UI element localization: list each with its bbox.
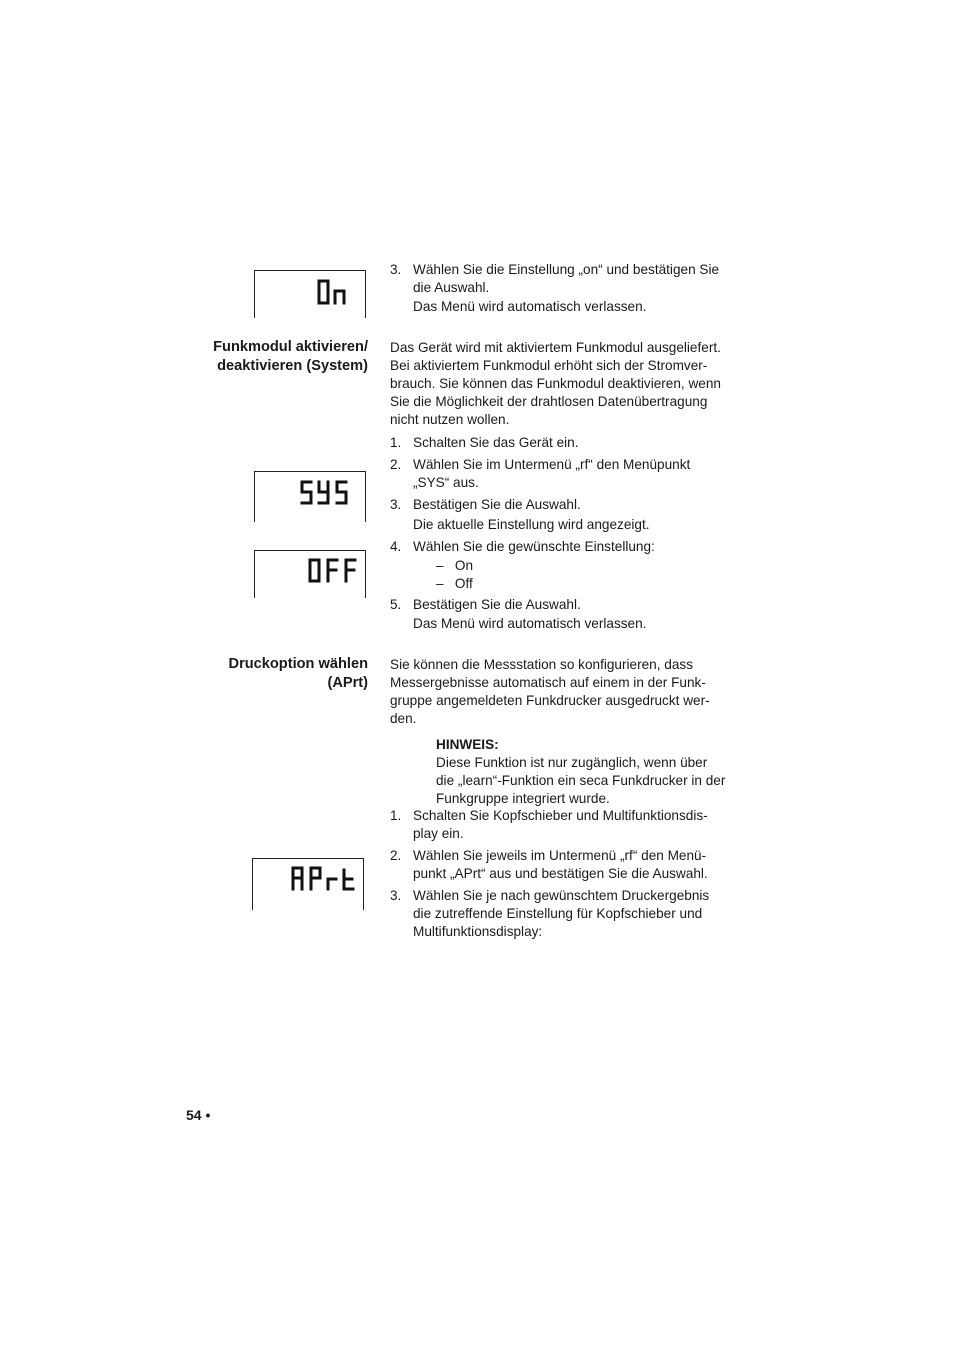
note-line: Funkgruppe integriert wurde. xyxy=(436,791,610,806)
lcd-segments-on xyxy=(305,271,365,317)
step-line: Das Menü wird automatisch verlassen. xyxy=(413,299,647,314)
para-line: Bei aktiviertem Funkmodul erhöht sich der Stromver- xyxy=(390,358,708,373)
step-line: punkt „APrt“ aus und bestätigen Sie die Auswahl. xyxy=(413,866,708,881)
step-line: Wählen Sie die gewünschte Einstellung: xyxy=(413,539,655,554)
option-label: Off xyxy=(454,576,473,591)
lcd-display-off xyxy=(254,550,366,598)
step-line: Das Menü wird automatisch verlassen. xyxy=(413,616,647,631)
para-line: Sie können die Messstation so konfigurieren, dass xyxy=(390,657,694,672)
heading-line: (APrt) xyxy=(327,675,368,691)
para-line: brauch. Sie können das Funkmodul deaktivieren, wenn xyxy=(390,376,721,391)
step-line: Die aktuelle Einstellung wird angezeigt. xyxy=(413,517,650,532)
section-heading-druckoption xyxy=(148,655,368,693)
step-line: Schalten Sie Kopfschieber und Multifunktionsdis- xyxy=(413,808,708,823)
step-number: 4. xyxy=(390,539,402,554)
para-line: nicht nutzen wollen. xyxy=(390,412,510,427)
step-line: play ein. xyxy=(413,826,464,841)
note-title: HINWEIS: xyxy=(436,737,499,752)
step-line: Wählen Sie im Untermenü „rf“ den Menüpunkt xyxy=(413,457,691,472)
option-item xyxy=(436,557,473,575)
step-text xyxy=(413,538,743,556)
para-line: gruppe angemeldeten Funkdrucker ausgedruckt wer- xyxy=(390,693,710,708)
step-number: 1. xyxy=(390,808,402,823)
lcd-segments-off xyxy=(295,551,365,597)
step-number: 3. xyxy=(390,262,402,277)
step-text xyxy=(413,456,743,492)
step-line: Bestätigen Sie die Auswahl. xyxy=(413,497,581,512)
lcd-segments-sys xyxy=(295,472,365,520)
step-line: Bestätigen Sie die Auswahl. xyxy=(413,597,581,612)
step-text xyxy=(413,434,743,452)
option-label: On xyxy=(454,558,474,573)
lcd-segments-aprt xyxy=(283,859,363,907)
step-line: Wählen Sie je nach gewünschtem Druckergebnis xyxy=(413,888,710,903)
lcd-display-aprt xyxy=(252,858,364,910)
step-line: Multifunktionsdisplay: xyxy=(413,924,543,939)
page-number: 54 • xyxy=(186,1107,211,1123)
step-text xyxy=(413,887,743,941)
para-line: Sie die Möglichkeit der drahtlosen Datenübertragung xyxy=(390,394,708,409)
step-line: die zutreffende Einstellung für Kopfschieber und xyxy=(413,906,703,921)
step-line: Schalten Sie das Gerät ein. xyxy=(413,435,579,450)
lcd-display-on xyxy=(254,270,366,318)
step-number: 1. xyxy=(390,435,402,450)
intro-paragraph xyxy=(390,656,735,728)
option-item xyxy=(436,575,473,593)
step-text xyxy=(413,807,743,843)
step-number: 2. xyxy=(390,848,402,863)
heading-line: Druckoption wählen xyxy=(228,656,368,672)
step-line: die Auswahl. xyxy=(413,280,490,295)
heading-line: Funkmodul aktivieren/ xyxy=(213,339,368,355)
step-text xyxy=(413,596,743,633)
step-text xyxy=(413,847,743,883)
dash: – xyxy=(436,576,444,591)
step-number: 3. xyxy=(390,888,402,903)
step-number: 3. xyxy=(390,497,402,512)
lcd-display-sys xyxy=(254,471,366,522)
para-line: den. xyxy=(390,711,417,726)
step-number: 2. xyxy=(390,457,402,472)
step-line: Wählen Sie die Einstellung „on“ und bestätigen Sie xyxy=(413,262,720,277)
intro-paragraph xyxy=(390,339,735,429)
note-box xyxy=(436,736,736,808)
step-text xyxy=(413,261,743,316)
step-line: Wählen Sie jeweils im Untermenü „rf“ den Menü- xyxy=(413,848,707,863)
para-line: Messergebnisse automatisch auf einem in der Funk- xyxy=(390,675,706,690)
section-heading-funkmodul xyxy=(148,338,368,376)
para-line: Das Gerät wird mit aktiviertem Funkmodul ausgeliefert. xyxy=(390,340,721,355)
heading-line: deaktivieren (System) xyxy=(217,358,368,374)
dash: – xyxy=(436,558,444,573)
note-line: Diese Funktion ist nur zugänglich, wenn über xyxy=(436,755,708,770)
step-number: 5. xyxy=(390,597,402,612)
note-line: die „learn“-Funktion ein seca Funkdrucker in der xyxy=(436,773,726,788)
step-line: „SYS“ aus. xyxy=(413,475,479,490)
step-text xyxy=(413,496,743,534)
